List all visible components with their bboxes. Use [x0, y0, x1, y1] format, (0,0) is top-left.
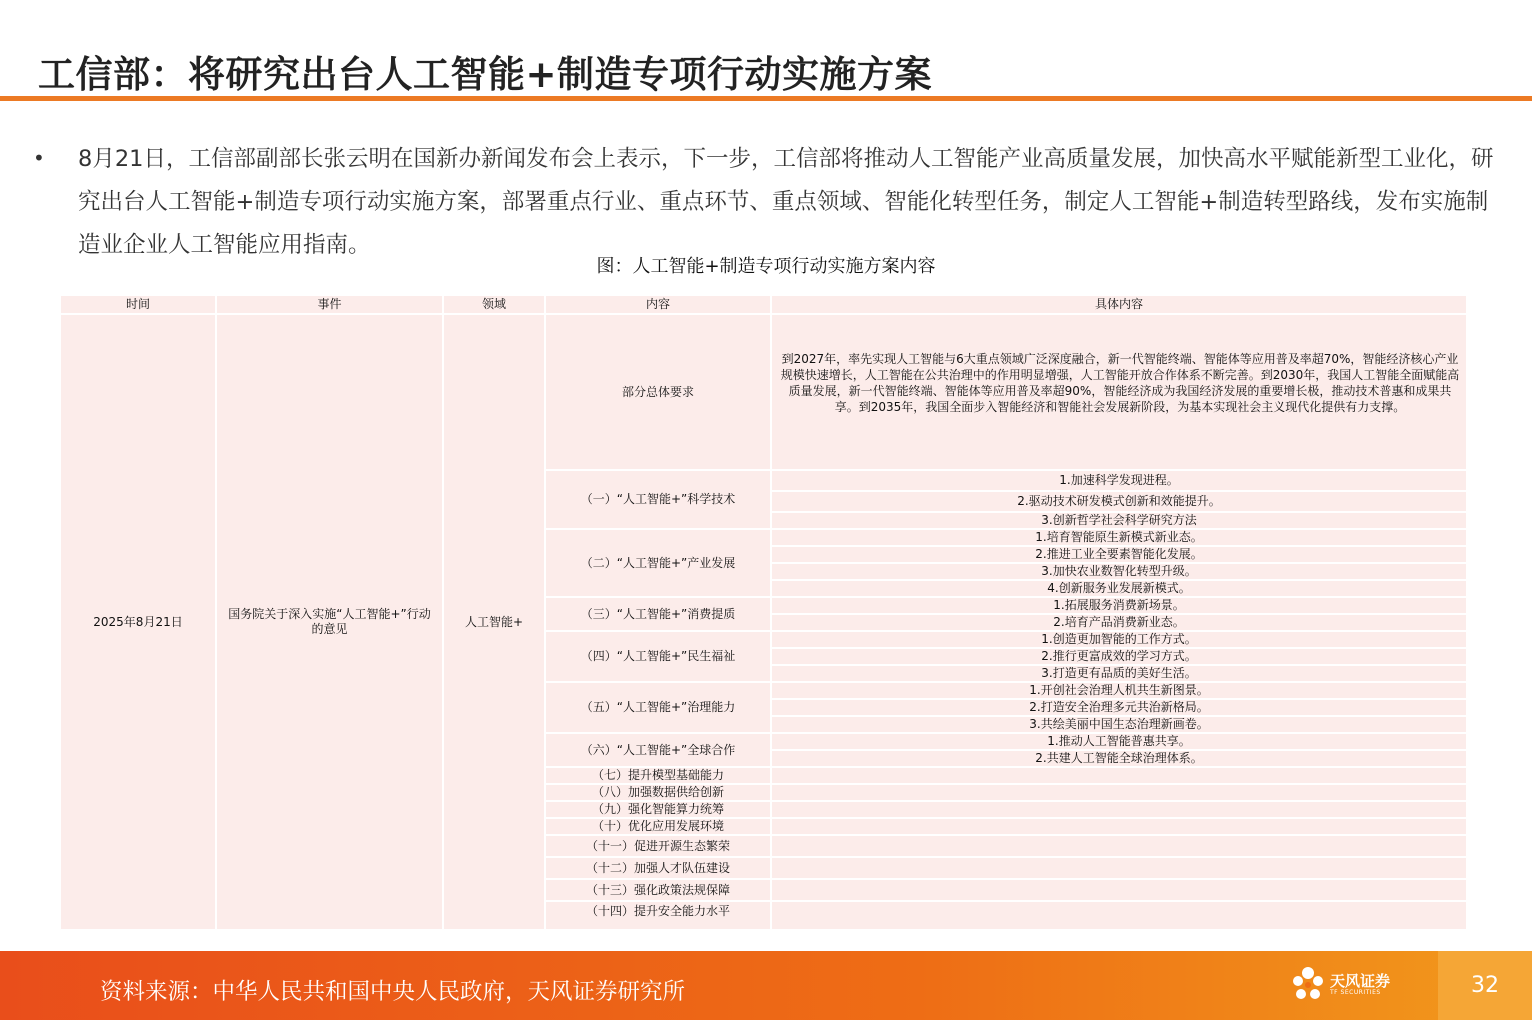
detail-cell: 2.推行更富成效的学习方式。 [1041, 649, 1197, 663]
content-cell: （八）加强数据供给创新 [591, 785, 724, 799]
detail-cell: 4.创新服务业发展新模式。 [1047, 581, 1191, 595]
page-number-box [1438, 951, 1532, 1020]
content-cell: （十二）加强人才队伍建设 [585, 860, 730, 875]
content-cell: （九）强化智能算力统筹 [591, 802, 724, 816]
header-time: 时间 [125, 297, 150, 311]
header-event: 事件 [317, 297, 342, 311]
header-content: 内容 [645, 297, 670, 311]
content-cell: （六）“人工智能+”全球合作 [580, 742, 736, 757]
page-title: 工信部：将研究出台人工智能+制造专项行动实施方案 [38, 53, 933, 96]
source-note: 资料来源：中华人民共和国中央人民政府，天风证券研究所 [100, 979, 686, 1005]
detail-cell: 3.加快农业数智化转型升级。 [1041, 564, 1197, 578]
logo-name: 天风证券 [1330, 971, 1391, 990]
detail-cell: 3.创新哲学社会科学研究方法 [1041, 513, 1197, 527]
detail-cell: 2.驱动技术研发模式创新和效能提升。 [1017, 494, 1221, 508]
content-cell: （五）“人工智能+”治理能力 [580, 700, 736, 714]
logo-subtitle: TF SECURITIES [1330, 988, 1381, 996]
detail-cell [772, 901, 1466, 921]
content-cell: （七）提升模型基础能力 [591, 768, 724, 782]
detail-cell [772, 857, 1466, 879]
time-cell: 2025年8月21日 [93, 614, 183, 629]
header-domain: 领域 [481, 297, 506, 311]
content-cell: （十四）提升安全能力水平 [585, 903, 730, 918]
detail-cell: 2.打造安全治理多元共治新格局。 [1029, 700, 1209, 714]
header-details: 具体内容 [1094, 297, 1143, 311]
content-cell: （一）“人工智能+”科学技术 [580, 492, 736, 506]
content-cell: （四）“人工智能+”民生福祉 [580, 649, 736, 663]
detail-cell [772, 784, 1466, 801]
bullet-marker: • [33, 146, 45, 170]
detail-cell: 1.拓展服务消费新场景。 [1053, 598, 1185, 612]
page-number: 32 [1471, 973, 1499, 998]
plan-table [61, 296, 1466, 929]
domain-cell: 人工智能+ [464, 614, 524, 629]
detail-cell [772, 835, 1466, 857]
detail-cell: 1.开创社会治理人机共生新图景。 [1029, 683, 1209, 697]
detail-cell: 1.培育智能原生新模式新业态。 [1035, 530, 1203, 544]
detail-cell: 1.加速科学发现进程。 [1059, 473, 1179, 487]
content-cell: （十）优化应用发展环境 [591, 819, 724, 833]
detail-cell: 3.打造更有品质的美好生活。 [1041, 666, 1197, 680]
detail-cell [772, 879, 1466, 901]
tf-flower-logo-icon [1290, 964, 1326, 1004]
content-cell: （十一）促进开源生态繁荣 [585, 838, 730, 853]
content-cell: 部分总体要求 [621, 385, 694, 399]
brand-logo [1290, 964, 1390, 1004]
detail-cell [772, 801, 1466, 818]
event-cell: 国务院关于深入实施“人工智能+”行动的意见 [228, 607, 431, 636]
table-caption: 图：人工智能+制造专项行动实施方案内容 [596, 256, 936, 277]
content-cell: （三）“人工智能+”消费提质 [580, 606, 736, 621]
content-cell: （十三）强化政策法规保障 [585, 882, 730, 897]
bullet-text: 8月21日，工信部副部长张云明在国新办新闻发布会上表示，下一步，工信部将推动人工智能产业高质量发展，加快高水平赋能新型工业化，研究出台人工智能+制造专项行动实施方案，部署重点行业、重点环节、重点领域、智能化转型任务，制定人工智能+制造转型路线，发布实施制造业企业人工智能应用指南。 [78, 146, 1494, 258]
detail-cell: 1.推动人工智能普惠共享。 [1047, 734, 1191, 748]
detail-cell: 3.共绘美丽中国生态治理新画卷。 [1029, 717, 1209, 731]
detail-cell: 1.创造更加智能的工作方式。 [1041, 632, 1197, 646]
detail-cell: 到2027年，率先实现人工智能与6大重点领域广泛深度融合，新一代智能终端、智能体等应用普及率超70%，智能经济核心产业规模快速增长，人工智能在公共治理中的作用明显增强，人工智能开放合作体系不断完善。到2030年，我国人工智能全面赋能高质量发展，新一代智能终端、智能体等应用普及率超90%，智能经济成为我国经济发展的重要增长极，推动技术普惠和成果共享。到2035年，我国全面步入智能经济和智能社会发展新阶段，为基本实现社会主义现代化提供有力支撑。 [780, 352, 1460, 414]
title-divider [0, 96, 1532, 101]
detail-cell [772, 818, 1466, 835]
content-cell: （二）“人工智能+”产业发展 [580, 555, 736, 570]
detail-cell: 2.培育产品消费新业态。 [1053, 615, 1185, 629]
detail-cell: 2.推进工业全要素智能化发展。 [1035, 547, 1203, 561]
detail-cell: 2.共建人工智能全球治理体系。 [1035, 751, 1203, 765]
detail-cell [772, 767, 1466, 784]
